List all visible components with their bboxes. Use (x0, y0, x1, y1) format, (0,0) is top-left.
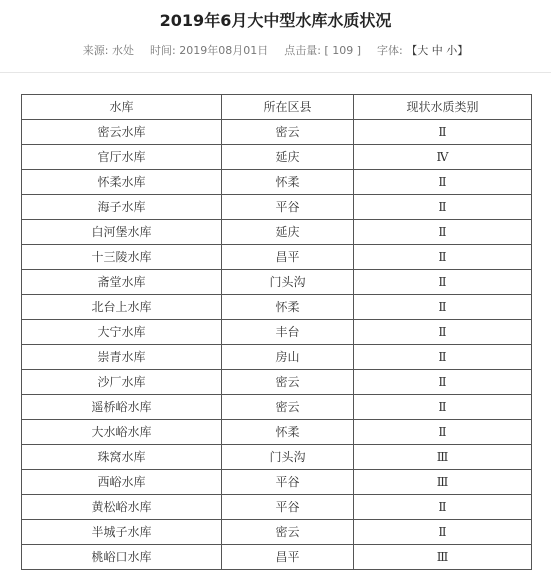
font-size-large-button[interactable]: 大 (417, 44, 429, 57)
column-header-district: 所在区县 (222, 95, 354, 120)
reservoir-cell: 怀柔水库 (22, 170, 222, 195)
district-cell: 昌平 (222, 245, 354, 270)
reservoir-cell: 斋堂水库 (22, 270, 222, 295)
table-row (22, 320, 532, 345)
quality-cell: Ⅱ (354, 395, 532, 420)
reservoir-cell: 大水峪水库 (22, 420, 222, 445)
table-row (22, 470, 532, 495)
hits-label: 点击量: (284, 44, 321, 57)
source-label: 来源: (82, 44, 109, 57)
time-label: 时间: (149, 44, 176, 57)
quality-cell: Ⅳ (354, 145, 532, 170)
table-row (22, 220, 532, 245)
reservoir-cell: 西峪水库 (22, 470, 222, 495)
district-cell: 密云 (222, 520, 354, 545)
quality-cell: Ⅱ (354, 220, 532, 245)
district-cell: 平谷 (222, 470, 354, 495)
district-cell: 密云 (222, 120, 354, 145)
reservoir-cell: 沙厂水库 (22, 370, 222, 395)
table-row (22, 495, 532, 520)
district-cell: 怀柔 (222, 170, 354, 195)
table-row (22, 295, 532, 320)
reservoir-cell: 遥桥峪水库 (22, 395, 222, 420)
quality-cell: Ⅱ (354, 345, 532, 370)
district-cell: 密云 (222, 395, 354, 420)
reservoir-cell: 海子水库 (22, 195, 222, 220)
reservoir-cell: 半城子水库 (22, 520, 222, 545)
reservoir-cell: 珠窝水库 (22, 445, 222, 470)
column-header-reservoir: 水库 (22, 95, 222, 120)
quality-cell: Ⅱ (354, 520, 532, 545)
article-meta (0, 43, 551, 59)
reservoir-cell: 崇青水库 (22, 345, 222, 370)
table-row (22, 145, 532, 170)
district-cell: 延庆 (222, 220, 354, 245)
reservoir-cell: 桃峪口水库 (22, 545, 222, 570)
reservoir-cell: 密云水库 (22, 120, 222, 145)
district-cell: 昌平 (222, 545, 354, 570)
table-row (22, 520, 532, 545)
table-row (22, 395, 532, 420)
table-header-row (22, 95, 532, 120)
column-header-quality: 现状水质类别 (354, 95, 532, 120)
time-value: 2019年08月01日 (179, 44, 269, 57)
reservoir-cell: 黄松峪水库 (22, 495, 222, 520)
font-size-small-button[interactable]: 小 (446, 44, 458, 57)
district-cell: 平谷 (222, 495, 354, 520)
table-row (22, 445, 532, 470)
quality-cell: Ⅲ (354, 445, 532, 470)
quality-cell: Ⅱ (354, 170, 532, 195)
font-size-label: 字体: (377, 44, 403, 57)
district-cell: 房山 (222, 345, 354, 370)
quality-cell: Ⅱ (354, 420, 532, 445)
reservoir-cell: 大宁水库 (22, 320, 222, 345)
font-size-bracket-open: 【 (406, 44, 418, 57)
font-size-medium-button[interactable]: 中 (431, 44, 443, 57)
district-cell: 丰台 (222, 320, 354, 345)
quality-cell: Ⅱ (354, 320, 532, 345)
quality-cell: Ⅱ (354, 495, 532, 520)
reservoir-cell: 十三陵水库 (22, 245, 222, 270)
quality-cell: Ⅲ (354, 470, 532, 495)
hits-value: [ 109 ] (324, 44, 361, 57)
quality-cell: Ⅱ (354, 195, 532, 220)
table-row (22, 345, 532, 370)
header-divider (0, 72, 551, 73)
district-cell: 怀柔 (222, 420, 354, 445)
district-cell: 门头沟 (222, 270, 354, 295)
reservoir-cell: 白河堡水库 (22, 220, 222, 245)
table-row (22, 170, 532, 195)
quality-cell: Ⅱ (354, 270, 532, 295)
table-row (22, 120, 532, 145)
district-cell: 怀柔 (222, 295, 354, 320)
quality-cell: Ⅱ (354, 295, 532, 320)
table-row (22, 420, 532, 445)
quality-cell: Ⅲ (354, 545, 532, 570)
reservoir-quality-table (21, 94, 532, 570)
reservoir-cell: 官厅水库 (22, 145, 222, 170)
article-title: 2019年6月大中型水库水质状况 (159, 11, 392, 30)
table-row (22, 545, 532, 570)
district-cell: 延庆 (222, 145, 354, 170)
quality-cell: Ⅱ (354, 120, 532, 145)
district-cell: 平谷 (222, 195, 354, 220)
table-body (22, 120, 532, 570)
reservoir-cell: 北台上水库 (22, 295, 222, 320)
table-row (22, 195, 532, 220)
quality-cell: Ⅱ (354, 370, 532, 395)
table-row (22, 370, 532, 395)
font-size-bracket-close: 】 (457, 44, 469, 57)
source-value: 水处 (111, 44, 134, 57)
table-row (22, 245, 532, 270)
district-cell: 密云 (222, 370, 354, 395)
table-row (22, 270, 532, 295)
quality-cell: Ⅱ (354, 245, 532, 270)
district-cell: 门头沟 (222, 445, 354, 470)
